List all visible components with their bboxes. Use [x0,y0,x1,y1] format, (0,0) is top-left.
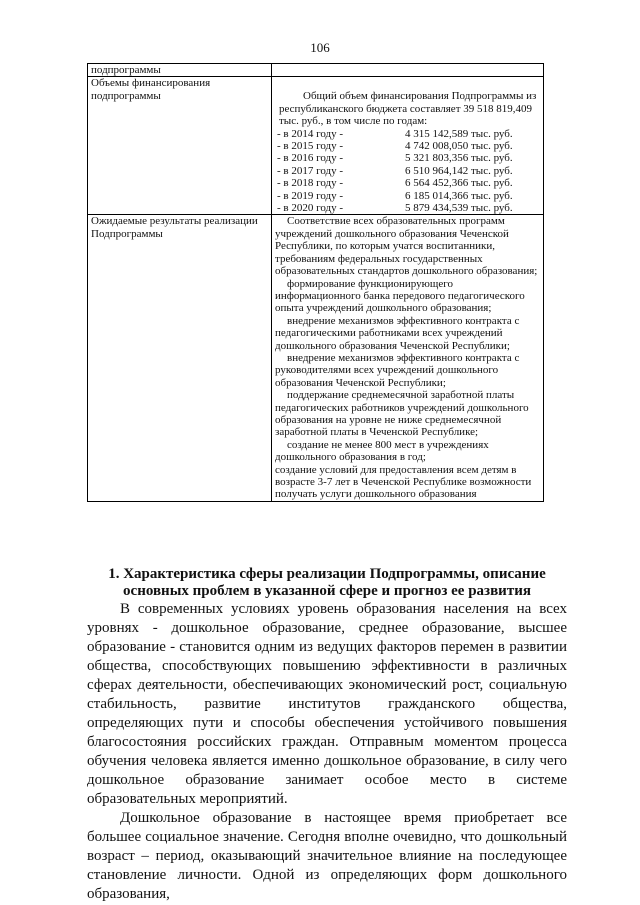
section-heading: 1. Характеристика сферы реализации Подпрограммы, описание основных проблем в указанной сфере и прогноз ее развития [108,566,546,599]
subprogram-passport-table [87,63,544,502]
results-cell [272,215,544,501]
financing-amount: 6 510 964,142 тыс. руб. [405,164,513,177]
table-row [88,64,544,77]
row-label-financing: Объемы финансирования подпрограммы [88,77,272,215]
table-row [88,77,544,215]
financing-row [275,190,540,202]
row-label-results: Ожидаемые результаты реализации Подпрограммы [88,215,272,501]
result-item: внедрение механизмов эффективного контракта с руководителями всех учреждений дошкольного образования Чеченской Республики; [275,351,520,389]
page-number: 106 [310,40,330,55]
financing-row [275,165,540,177]
financing-row [275,202,540,214]
financing-year: - в 2016 году - [277,152,344,165]
financing-year: - в 2020 году - [277,202,344,215]
row-value-empty [272,64,544,77]
result-item: внедрение механизмов эффективного контракта с педагогическими работниками всех учреждений дошкольного образования Чеченской Республики; [275,314,520,352]
result-item: создание условий для предоставления всем детям в возрасте 3-7 лет в Чеченской Республике возможности получать услуги дошкольного образования [275,463,532,501]
financing-row [275,177,540,189]
row-label-subprogram: подпрограммы [88,64,272,77]
result-item: формирование функционирующего информационного банка передового педагогического опыта учреждений дошкольного образования; [275,277,525,315]
financing-amount: 6 564 452,366 тыс. руб. [405,177,513,190]
financing-list [275,128,540,215]
body-paragraph: Дошкольное образование в настоящее время приобретает все большее социальное значение. Сегодня вполне очевидно, что дошкольный возраст – период, оказывающий значительное влияние на последующее становление личности. Одной из определяющих форм дошкольного образования, [87,810,567,902]
financing-year: - в 2017 году - [277,164,344,177]
financing-row [275,128,540,140]
financing-year: - в 2014 году - [277,127,344,140]
result-item: поддержание среднемесячной заработной платы педагогических работников учреждений дошкольного образования на уровне не ниже среднемесячной заработной платы в Чеченской Республике; [275,389,529,439]
financing-year: - в 2015 году - [277,140,344,153]
body-paragraph: В современных условиях уровень образования населения на всех уровнях - дошкольное образование, среднее образование, высшее образование - становится одним из ведущих факторов перемен в развитии общества, способствующих повышению эффективности в различных сферах деятельности, обеспечивающих экономический рост, социальную стабильность, развитие институтов гражданского общества, определяющих пути и способы обеспечения устойчивого повышения благосостояния российских граждан. Отправным моментом процесса обучения человека является именно дошкольное образование, в силу чего дошкольное образование занимает особое место в системе образовательных мероприятий. [87,601,567,807]
financing-row [275,152,540,164]
result-item: Соответствие всех образовательных программ учреждений дошкольного образования Чеченской Республики, по которым учатся воспитанники, требованиям федеральных государственных образовательных стандартов дошкольного образования; [275,215,538,278]
financing-amount: 4 742 008,050 тыс. руб. [405,140,513,153]
table-row [88,215,544,501]
financing-year: - в 2019 году - [277,189,344,202]
financing-cell [272,77,544,215]
financing-year: - в 2018 году - [277,177,344,190]
financing-summary: Общий объем финансирования Подпрограммы из республиканского бюджета составляет 39 518 819,409 тыс. руб., в том числе по годам: [279,90,537,128]
financing-row [275,140,540,152]
result-item: создание не менее 800 мест в учреждениях дошкольного образования в год; [275,438,489,464]
financing-amount: 5 879 434,539 тыс. руб. [405,202,513,215]
section-body [87,600,567,904]
financing-amount: 5 321 803,356 тыс. руб. [405,152,513,165]
financing-amount: 6 185 014,366 тыс. руб. [405,189,513,202]
financing-amount: 4 315 142,589 тыс. руб. [405,127,513,140]
